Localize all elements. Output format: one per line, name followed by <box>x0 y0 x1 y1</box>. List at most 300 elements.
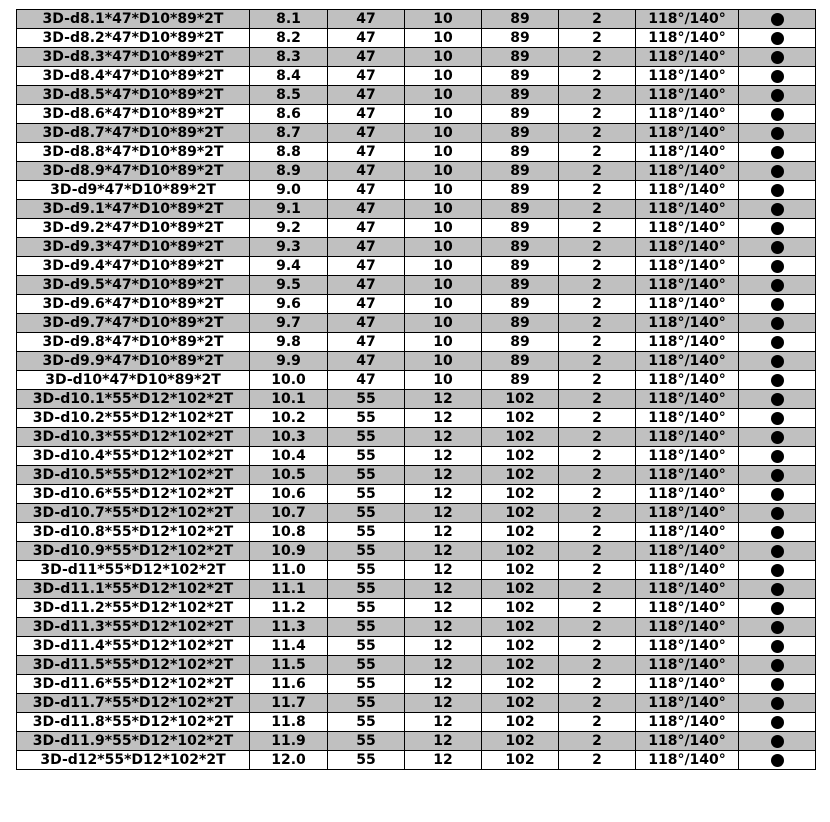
availability-cell <box>739 10 816 29</box>
availability-cell <box>739 333 816 352</box>
point-angle-cell: 118°/140° <box>636 48 739 67</box>
filled-circle-icon <box>771 13 784 26</box>
flutes-cell: 2 <box>559 143 636 162</box>
model-cell: 3D-d9.5*47*D10*89*2T <box>17 276 250 295</box>
availability-cell <box>739 561 816 580</box>
table-row <box>17 29 816 48</box>
availability-cell <box>739 67 816 86</box>
shank-cell: 10 <box>405 371 482 390</box>
shank-cell: 12 <box>405 390 482 409</box>
table-row <box>17 181 816 200</box>
model-cell: 3D-d9.7*47*D10*89*2T <box>17 314 250 333</box>
availability-cell <box>739 656 816 675</box>
overall-length-cell: 89 <box>482 105 559 124</box>
diameter-cell: 8.4 <box>250 67 328 86</box>
shank-cell: 10 <box>405 314 482 333</box>
model-cell: 3D-d11*55*D12*102*2T <box>17 561 250 580</box>
filled-circle-icon <box>771 241 784 254</box>
diameter-cell: 9.2 <box>250 219 328 238</box>
diameter-cell: 12.0 <box>250 751 328 770</box>
table-row <box>17 238 816 257</box>
availability-cell <box>739 713 816 732</box>
point-angle-cell: 118°/140° <box>636 599 739 618</box>
point-angle-cell: 118°/140° <box>636 10 739 29</box>
filled-circle-icon <box>771 659 784 672</box>
availability-cell <box>739 390 816 409</box>
overall-length-cell: 102 <box>482 428 559 447</box>
shank-cell: 10 <box>405 86 482 105</box>
point-angle-cell: 118°/140° <box>636 352 739 371</box>
availability-cell <box>739 314 816 333</box>
availability-cell <box>739 618 816 637</box>
flutes-cell: 2 <box>559 86 636 105</box>
flute-length-cell: 55 <box>328 656 405 675</box>
table-row <box>17 352 816 371</box>
shank-cell: 10 <box>405 162 482 181</box>
availability-cell <box>739 86 816 105</box>
availability-cell <box>739 257 816 276</box>
filled-circle-icon <box>771 317 784 330</box>
overall-length-cell: 89 <box>482 219 559 238</box>
overall-length-cell: 102 <box>482 713 559 732</box>
filled-circle-icon <box>771 488 784 501</box>
flute-length-cell: 55 <box>328 675 405 694</box>
point-angle-cell: 118°/140° <box>636 238 739 257</box>
model-cell: 3D-d9.8*47*D10*89*2T <box>17 333 250 352</box>
flute-length-cell: 47 <box>328 124 405 143</box>
table-row <box>17 523 816 542</box>
table-row <box>17 542 816 561</box>
overall-length-cell: 89 <box>482 48 559 67</box>
availability-cell <box>739 124 816 143</box>
table-row <box>17 409 816 428</box>
model-cell: 3D-d8.9*47*D10*89*2T <box>17 162 250 181</box>
shank-cell: 12 <box>405 580 482 599</box>
table-row <box>17 428 816 447</box>
shank-cell: 12 <box>405 732 482 751</box>
overall-length-cell: 89 <box>482 124 559 143</box>
diameter-cell: 9.9 <box>250 352 328 371</box>
shank-cell: 10 <box>405 29 482 48</box>
shank-cell: 10 <box>405 67 482 86</box>
flutes-cell: 2 <box>559 561 636 580</box>
diameter-cell: 10.1 <box>250 390 328 409</box>
filled-circle-icon <box>771 697 784 710</box>
overall-length-cell: 89 <box>482 314 559 333</box>
flute-length-cell: 55 <box>328 713 405 732</box>
diameter-cell: 8.1 <box>250 10 328 29</box>
filled-circle-icon <box>771 469 784 482</box>
filled-circle-icon <box>771 640 784 653</box>
point-angle-cell: 118°/140° <box>636 542 739 561</box>
point-angle-cell: 118°/140° <box>636 751 739 770</box>
model-cell: 3D-d9.2*47*D10*89*2T <box>17 219 250 238</box>
table-row <box>17 295 816 314</box>
availability-cell <box>739 105 816 124</box>
availability-cell <box>739 238 816 257</box>
model-cell: 3D-d9.9*47*D10*89*2T <box>17 352 250 371</box>
diameter-cell: 11.9 <box>250 732 328 751</box>
point-angle-cell: 118°/140° <box>636 656 739 675</box>
flutes-cell: 2 <box>559 656 636 675</box>
table-row <box>17 466 816 485</box>
overall-length-cell: 102 <box>482 656 559 675</box>
diameter-cell: 10.6 <box>250 485 328 504</box>
availability-cell <box>739 48 816 67</box>
overall-length-cell: 89 <box>482 29 559 48</box>
flutes-cell: 2 <box>559 694 636 713</box>
flutes-cell: 2 <box>559 409 636 428</box>
flute-length-cell: 55 <box>328 561 405 580</box>
model-cell: 3D-d11.7*55*D12*102*2T <box>17 694 250 713</box>
table-row <box>17 105 816 124</box>
flute-length-cell: 55 <box>328 618 405 637</box>
model-cell: 3D-d11.6*55*D12*102*2T <box>17 675 250 694</box>
filled-circle-icon <box>771 32 784 45</box>
model-cell: 3D-d8.7*47*D10*89*2T <box>17 124 250 143</box>
filled-circle-icon <box>771 412 784 425</box>
overall-length-cell: 89 <box>482 10 559 29</box>
diameter-cell: 10.3 <box>250 428 328 447</box>
filled-circle-icon <box>771 165 784 178</box>
diameter-cell: 10.4 <box>250 447 328 466</box>
flute-length-cell: 55 <box>328 390 405 409</box>
diameter-cell: 9.6 <box>250 295 328 314</box>
overall-length-cell: 102 <box>482 675 559 694</box>
model-cell: 3D-d11.1*55*D12*102*2T <box>17 580 250 599</box>
point-angle-cell: 118°/140° <box>636 86 739 105</box>
flutes-cell: 2 <box>559 181 636 200</box>
availability-cell <box>739 181 816 200</box>
shank-cell: 12 <box>405 656 482 675</box>
flute-length-cell: 47 <box>328 314 405 333</box>
diameter-cell: 10.7 <box>250 504 328 523</box>
flute-length-cell: 47 <box>328 29 405 48</box>
diameter-cell: 10.8 <box>250 523 328 542</box>
flutes-cell: 2 <box>559 352 636 371</box>
flutes-cell: 2 <box>559 295 636 314</box>
shank-cell: 12 <box>405 523 482 542</box>
flute-length-cell: 47 <box>328 238 405 257</box>
flutes-cell: 2 <box>559 314 636 333</box>
table-row <box>17 10 816 29</box>
model-cell: 3D-d10.2*55*D12*102*2T <box>17 409 250 428</box>
diameter-cell: 8.6 <box>250 105 328 124</box>
flutes-cell: 2 <box>559 162 636 181</box>
table-row <box>17 618 816 637</box>
table-row <box>17 124 816 143</box>
overall-length-cell: 102 <box>482 599 559 618</box>
flutes-cell: 2 <box>559 371 636 390</box>
table-row <box>17 485 816 504</box>
availability-cell <box>739 504 816 523</box>
model-cell: 3D-d11.5*55*D12*102*2T <box>17 656 250 675</box>
flute-length-cell: 55 <box>328 637 405 656</box>
point-angle-cell: 118°/140° <box>636 485 739 504</box>
filled-circle-icon <box>771 222 784 235</box>
overall-length-cell: 102 <box>482 523 559 542</box>
shank-cell: 10 <box>405 333 482 352</box>
diameter-cell: 9.5 <box>250 276 328 295</box>
availability-cell <box>739 219 816 238</box>
flutes-cell: 2 <box>559 637 636 656</box>
model-cell: 3D-d8.1*47*D10*89*2T <box>17 10 250 29</box>
table-row <box>17 276 816 295</box>
overall-length-cell: 102 <box>482 637 559 656</box>
shank-cell: 12 <box>405 466 482 485</box>
flute-length-cell: 55 <box>328 428 405 447</box>
flute-length-cell: 47 <box>328 105 405 124</box>
filled-circle-icon <box>771 564 784 577</box>
model-cell: 3D-d11.2*55*D12*102*2T <box>17 599 250 618</box>
filled-circle-icon <box>771 355 784 368</box>
model-cell: 3D-d11.3*55*D12*102*2T <box>17 618 250 637</box>
availability-cell <box>739 29 816 48</box>
availability-cell <box>739 732 816 751</box>
flutes-cell: 2 <box>559 333 636 352</box>
overall-length-cell: 102 <box>482 542 559 561</box>
point-angle-cell: 118°/140° <box>636 561 739 580</box>
flute-length-cell: 55 <box>328 504 405 523</box>
spec-table-body <box>17 10 816 770</box>
table-row <box>17 713 816 732</box>
availability-cell <box>739 447 816 466</box>
point-angle-cell: 118°/140° <box>636 67 739 86</box>
flutes-cell: 2 <box>559 390 636 409</box>
filled-circle-icon <box>771 735 784 748</box>
overall-length-cell: 102 <box>482 618 559 637</box>
diameter-cell: 11.5 <box>250 656 328 675</box>
availability-cell <box>739 352 816 371</box>
model-cell: 3D-d10.5*55*D12*102*2T <box>17 466 250 485</box>
availability-cell <box>739 276 816 295</box>
diameter-cell: 10.9 <box>250 542 328 561</box>
table-row <box>17 390 816 409</box>
table-row <box>17 257 816 276</box>
diameter-cell: 8.2 <box>250 29 328 48</box>
table-row <box>17 732 816 751</box>
flutes-cell: 2 <box>559 447 636 466</box>
diameter-cell: 8.7 <box>250 124 328 143</box>
availability-cell <box>739 143 816 162</box>
diameter-cell: 11.6 <box>250 675 328 694</box>
point-angle-cell: 118°/140° <box>636 29 739 48</box>
point-angle-cell: 118°/140° <box>636 409 739 428</box>
diameter-cell: 8.5 <box>250 86 328 105</box>
filled-circle-icon <box>771 89 784 102</box>
table-row <box>17 371 816 390</box>
overall-length-cell: 102 <box>482 751 559 770</box>
table-row <box>17 751 816 770</box>
diameter-cell: 11.8 <box>250 713 328 732</box>
flute-length-cell: 47 <box>328 67 405 86</box>
point-angle-cell: 118°/140° <box>636 257 739 276</box>
table-row <box>17 48 816 67</box>
table-row <box>17 561 816 580</box>
shank-cell: 12 <box>405 409 482 428</box>
filled-circle-icon <box>771 146 784 159</box>
overall-length-cell: 89 <box>482 162 559 181</box>
flutes-cell: 2 <box>559 200 636 219</box>
point-angle-cell: 118°/140° <box>636 732 739 751</box>
model-cell: 3D-d9*47*D10*89*2T <box>17 181 250 200</box>
shank-cell: 12 <box>405 599 482 618</box>
diameter-cell: 9.0 <box>250 181 328 200</box>
overall-length-cell: 102 <box>482 732 559 751</box>
flute-length-cell: 55 <box>328 466 405 485</box>
shank-cell: 12 <box>405 751 482 770</box>
overall-length-cell: 89 <box>482 295 559 314</box>
flutes-cell: 2 <box>559 618 636 637</box>
model-cell: 3D-d12*55*D12*102*2T <box>17 751 250 770</box>
diameter-cell: 9.7 <box>250 314 328 333</box>
shank-cell: 10 <box>405 10 482 29</box>
filled-circle-icon <box>771 507 784 520</box>
flute-length-cell: 47 <box>328 352 405 371</box>
overall-length-cell: 89 <box>482 67 559 86</box>
table-row <box>17 580 816 599</box>
flutes-cell: 2 <box>559 732 636 751</box>
table-row <box>17 314 816 333</box>
availability-cell <box>739 295 816 314</box>
filled-circle-icon <box>771 678 784 691</box>
filled-circle-icon <box>771 51 784 64</box>
point-angle-cell: 118°/140° <box>636 504 739 523</box>
flute-length-cell: 47 <box>328 295 405 314</box>
flutes-cell: 2 <box>559 580 636 599</box>
flutes-cell: 2 <box>559 67 636 86</box>
filled-circle-icon <box>771 716 784 729</box>
flutes-cell: 2 <box>559 485 636 504</box>
diameter-cell: 11.2 <box>250 599 328 618</box>
flute-length-cell: 47 <box>328 10 405 29</box>
flutes-cell: 2 <box>559 675 636 694</box>
point-angle-cell: 118°/140° <box>636 314 739 333</box>
availability-cell <box>739 485 816 504</box>
model-cell: 3D-d9.3*47*D10*89*2T <box>17 238 250 257</box>
model-cell: 3D-d10.1*55*D12*102*2T <box>17 390 250 409</box>
diameter-cell: 9.4 <box>250 257 328 276</box>
shank-cell: 12 <box>405 428 482 447</box>
point-angle-cell: 118°/140° <box>636 200 739 219</box>
filled-circle-icon <box>771 754 784 767</box>
availability-cell <box>739 466 816 485</box>
shank-cell: 12 <box>405 447 482 466</box>
overall-length-cell: 102 <box>482 580 559 599</box>
model-cell: 3D-d8.4*47*D10*89*2T <box>17 67 250 86</box>
overall-length-cell: 102 <box>482 504 559 523</box>
table-row <box>17 86 816 105</box>
shank-cell: 10 <box>405 257 482 276</box>
diameter-cell: 11.0 <box>250 561 328 580</box>
filled-circle-icon <box>771 374 784 387</box>
flute-length-cell: 55 <box>328 732 405 751</box>
shank-cell: 10 <box>405 238 482 257</box>
point-angle-cell: 118°/140° <box>636 276 739 295</box>
overall-length-cell: 89 <box>482 86 559 105</box>
diameter-cell: 8.9 <box>250 162 328 181</box>
flutes-cell: 2 <box>559 219 636 238</box>
flutes-cell: 2 <box>559 124 636 143</box>
model-cell: 3D-d8.3*47*D10*89*2T <box>17 48 250 67</box>
model-cell: 3D-d8.8*47*D10*89*2T <box>17 143 250 162</box>
overall-length-cell: 102 <box>482 466 559 485</box>
flute-length-cell: 47 <box>328 48 405 67</box>
flutes-cell: 2 <box>559 466 636 485</box>
diameter-cell: 10.5 <box>250 466 328 485</box>
overall-length-cell: 102 <box>482 694 559 713</box>
flute-length-cell: 47 <box>328 181 405 200</box>
flute-length-cell: 55 <box>328 523 405 542</box>
overall-length-cell: 89 <box>482 257 559 276</box>
availability-cell <box>739 409 816 428</box>
flute-length-cell: 55 <box>328 485 405 504</box>
overall-length-cell: 89 <box>482 143 559 162</box>
overall-length-cell: 89 <box>482 238 559 257</box>
point-angle-cell: 118°/140° <box>636 447 739 466</box>
flutes-cell: 2 <box>559 713 636 732</box>
shank-cell: 10 <box>405 48 482 67</box>
model-cell: 3D-d10.6*55*D12*102*2T <box>17 485 250 504</box>
diameter-cell: 11.3 <box>250 618 328 637</box>
point-angle-cell: 118°/140° <box>636 162 739 181</box>
model-cell: 3D-d9.4*47*D10*89*2T <box>17 257 250 276</box>
availability-cell <box>739 523 816 542</box>
shank-cell: 12 <box>405 713 482 732</box>
shank-cell: 12 <box>405 694 482 713</box>
shank-cell: 12 <box>405 618 482 637</box>
shank-cell: 12 <box>405 504 482 523</box>
table-row <box>17 599 816 618</box>
shank-cell: 10 <box>405 219 482 238</box>
table-row <box>17 143 816 162</box>
flutes-cell: 2 <box>559 276 636 295</box>
flute-length-cell: 47 <box>328 257 405 276</box>
model-cell: 3D-d11.4*55*D12*102*2T <box>17 637 250 656</box>
availability-cell <box>739 675 816 694</box>
flutes-cell: 2 <box>559 504 636 523</box>
point-angle-cell: 118°/140° <box>636 105 739 124</box>
overall-length-cell: 89 <box>482 333 559 352</box>
table-row <box>17 200 816 219</box>
filled-circle-icon <box>771 583 784 596</box>
overall-length-cell: 102 <box>482 485 559 504</box>
model-cell: 3D-d10.9*55*D12*102*2T <box>17 542 250 561</box>
overall-length-cell: 102 <box>482 447 559 466</box>
model-cell: 3D-d10.7*55*D12*102*2T <box>17 504 250 523</box>
filled-circle-icon <box>771 621 784 634</box>
point-angle-cell: 118°/140° <box>636 694 739 713</box>
table-row <box>17 656 816 675</box>
flute-length-cell: 47 <box>328 143 405 162</box>
availability-cell <box>739 694 816 713</box>
shank-cell: 10 <box>405 276 482 295</box>
filled-circle-icon <box>771 450 784 463</box>
diameter-cell: 9.1 <box>250 200 328 219</box>
availability-cell <box>739 542 816 561</box>
model-cell: 3D-d8.2*47*D10*89*2T <box>17 29 250 48</box>
availability-cell <box>739 371 816 390</box>
flutes-cell: 2 <box>559 238 636 257</box>
filled-circle-icon <box>771 127 784 140</box>
shank-cell: 10 <box>405 200 482 219</box>
diameter-cell: 8.3 <box>250 48 328 67</box>
point-angle-cell: 118°/140° <box>636 428 739 447</box>
overall-length-cell: 89 <box>482 276 559 295</box>
point-angle-cell: 118°/140° <box>636 333 739 352</box>
filled-circle-icon <box>771 203 784 216</box>
overall-length-cell: 89 <box>482 352 559 371</box>
